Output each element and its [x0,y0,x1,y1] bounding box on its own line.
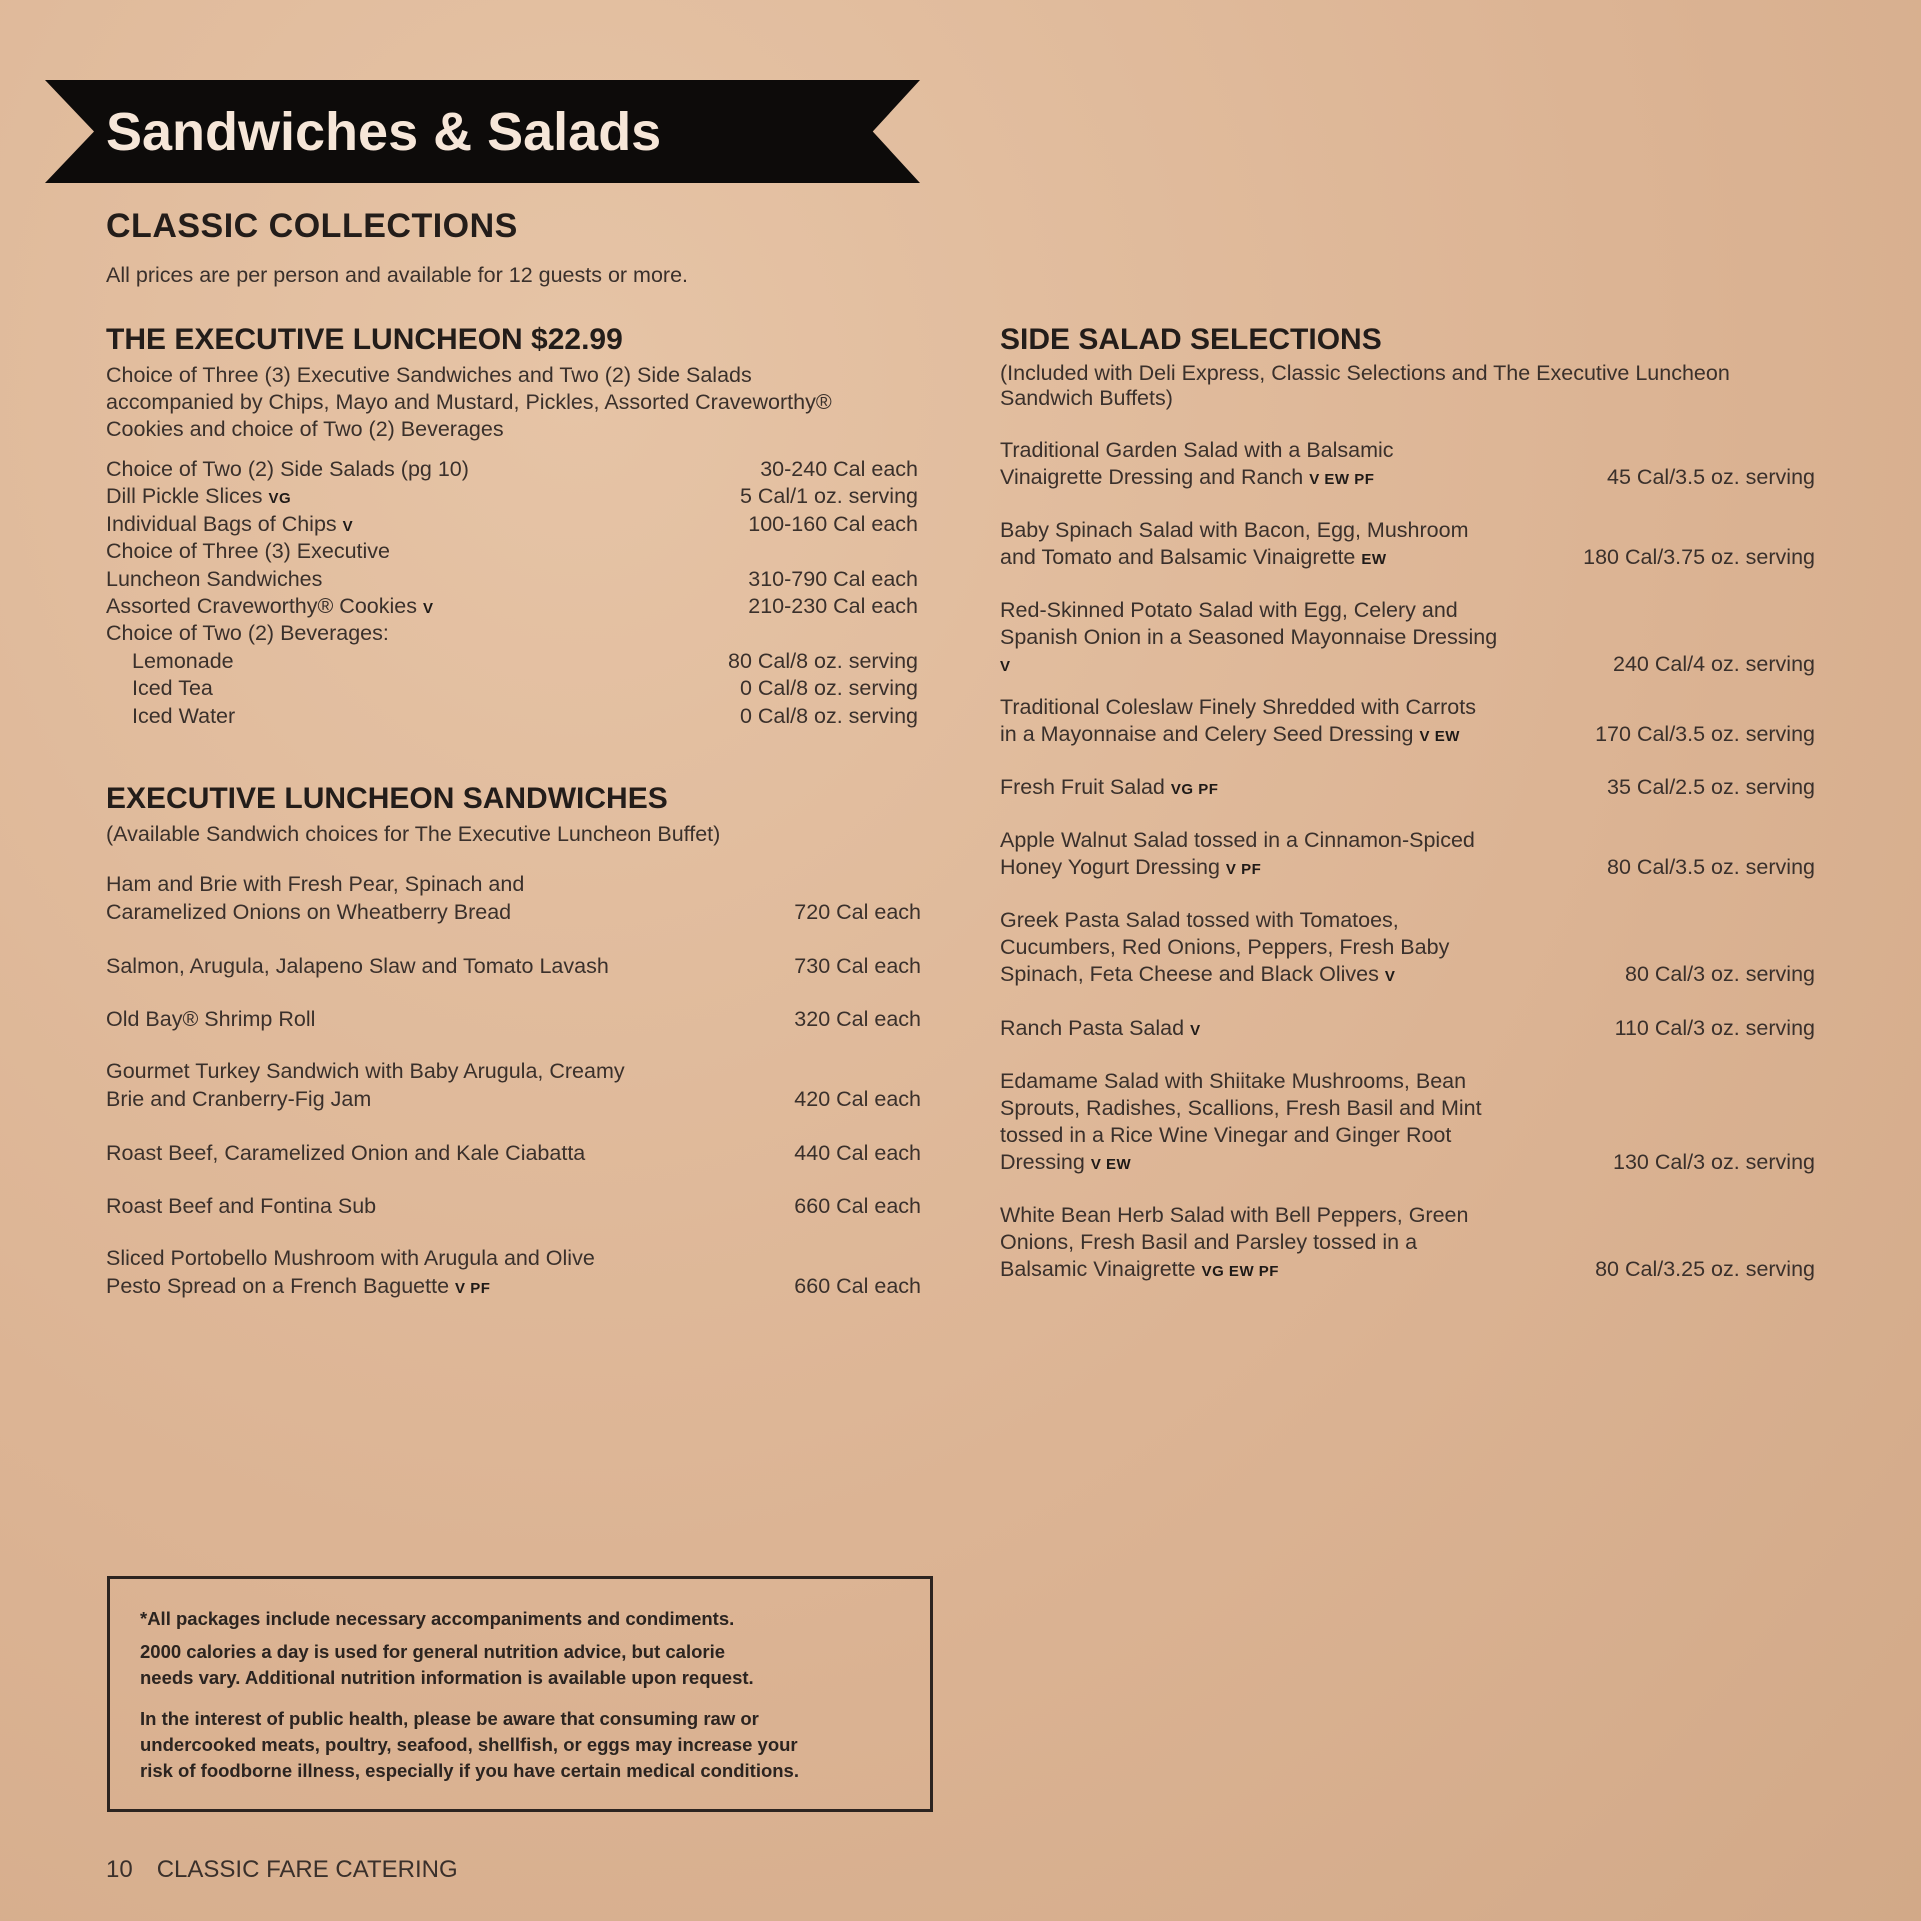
item-line: Traditional Garden Salad with a Balsamic [1000,438,1394,462]
executive-item [106,511,918,538]
item-line: Honey Yogurt Dressing V PF [1000,855,1262,879]
item-line: Roast Beef, Caramelized Onion and Kale Ciabatta [106,1141,586,1165]
executive-item [106,620,918,647]
item-line: Apple Walnut Salad tossed in a Cinnamon-Spiced [1000,828,1475,852]
calorie-info: 240 Cal/4 oz. serving [1613,652,1815,676]
diet-tags: V PF [1225,861,1262,878]
item-line: Roast Beef and Fontina Sub [106,1194,377,1218]
calorie-info: 320 Cal each [794,1007,921,1031]
sandwich-item [106,1140,921,1168]
item-line: Ranch Pasta Salad V [1000,1016,1201,1040]
executive-luncheon-heading: THE EXECUTIVE LUNCHEON $22.99 [106,323,623,356]
executive-item [106,703,918,730]
calorie-info: 660 Cal each [794,1194,921,1218]
side-salad-item [1000,1068,1815,1176]
calorie-info: 80 Cal/8 oz. serving [727,648,918,673]
item-description [106,871,524,926]
calorie-info: 420 Cal each [794,1086,921,1111]
nutrition-notice-box [107,1576,933,1812]
subheading-line: Sandwich Buffets) [1000,386,1173,410]
calorie-info: 210-230 Cal each [748,594,918,618]
executive-item [106,648,918,675]
item-name: Choice of Two (2) Beverages: [106,621,389,646]
item-line: Sliced Portobello Mushroom with Arugula and Olive [106,1246,595,1270]
item-name: Iced Tea [132,676,213,701]
footer-brand: CLASSIC FARE CATERING [156,1856,458,1883]
calorie-info: 310-790 Cal each [748,566,918,591]
diet-tags: VG PF [1170,781,1219,798]
diet-tags: EW [1361,551,1387,568]
notice-paragraph [140,1639,880,1691]
diet-tags: V [1384,968,1396,985]
item-description [1000,1202,1468,1283]
item-line: White Bean Herb Salad with Bell Peppers, Green [1000,1203,1469,1227]
item-line: Salmon, Arugula, Jalapeno Slaw and Tomato Lavash [106,954,609,978]
calorie-info: 180 Cal/3.75 oz. serving [1583,545,1815,569]
calorie-info: 170 Cal/3.5 oz. serving [1595,722,1815,746]
executive-item [106,566,918,593]
side-salad-item [1000,774,1815,801]
notice-line: undercooked meats, poultry, seafood, shellfish, or eggs may increase your [140,1734,798,1755]
item-name: Lemonade [132,648,234,673]
sandwich-item [106,1006,921,1034]
calorie-info: 80 Cal/3 oz. serving [1624,962,1815,986]
item-description [1000,517,1469,571]
side-salad-item [1000,517,1815,571]
item-name: Assorted Craveworthy® Cookies V [106,594,434,618]
item-description [106,1058,625,1113]
sandwich-item [106,1193,921,1221]
item-line: Greek Pasta Salad tossed with Tomatoes, [1000,908,1399,932]
item-name: Individual Bags of Chips V [106,511,354,536]
diet-tags: V [422,600,434,617]
item-line: Onions, Fresh Basil and Parsley tossed in a [1000,1230,1418,1254]
notice-line: 2000 calories a day is used for general nutrition advice, but calorie [140,1641,726,1662]
page-title: Sandwiches & Salads [106,102,662,162]
side-salads-heading: SIDE SALAD SELECTIONS [1000,323,1382,356]
item-description [1000,1015,1201,1042]
diet-tags: VG [268,490,292,508]
calorie-info: 35 Cal/2.5 oz. serving [1607,775,1815,799]
item-line: Caramelized Onions on Wheatberry Bread [106,899,512,924]
sandwich-item [106,1058,921,1113]
side-salad-item [1000,597,1815,678]
item-line: Baby Spinach Salad with Bacon, Egg, Mushroom [1000,518,1469,542]
item-description [106,953,609,981]
notice-paragraph [140,1706,880,1784]
page-footer [106,1856,458,1884]
subheading-line: (Included with Deli Express, Classic Selections and The Executive Luncheon [1000,361,1730,385]
notice-paragraph [140,1606,880,1632]
item-line: Traditional Coleslaw Finely Shredded with Carrots [1000,695,1476,719]
calorie-info: 0 Cal/8 oz. serving [739,676,918,701]
item-name: Choice of Three (3) Executive [106,539,391,564]
item-line [1000,651,1497,678]
item-name: Dill Pickle Slices VG [106,484,292,509]
item-description [1000,597,1497,678]
executive-luncheon-description [106,362,906,443]
sandwiches-heading: EXECUTIVE LUNCHEON SANDWICHES [106,782,668,815]
item-name: Iced Water [132,703,236,728]
diet-tags: VG EW PF [1201,1263,1279,1280]
pricing-note: All prices are per person and available for 12 guests or more. [106,263,689,287]
item-description [106,1006,315,1034]
executive-item [106,483,918,510]
item-line: Dressing V EW [1000,1150,1132,1174]
item-line: Balsamic Vinaigrette VG EW PF [1000,1257,1279,1281]
item-line: Ham and Brie with Fresh Pear, Spinach and [106,872,525,896]
notice-line: In the interest of public health, please be aware that consuming raw or [140,1708,759,1729]
item-description [106,1193,376,1221]
side-salad-item [1000,1202,1815,1283]
sandwich-item [106,1245,921,1300]
executive-item [106,593,918,620]
sandwich-item [106,871,921,926]
calorie-info: 110 Cal/3 oz. serving [1614,1016,1815,1040]
item-line: tossed in a Rice Wine Vinegar and Ginger Root [1000,1123,1452,1147]
calorie-info: 80 Cal/3.25 oz. serving [1595,1257,1815,1281]
item-line: Cucumbers, Red Onions, Peppers, Fresh Baby [1000,935,1450,959]
description-line: accompanied by Chips, Mayo and Mustard, Pickles, Assorted Craveworthy® [106,390,832,414]
calorie-info: 720 Cal each [794,899,921,924]
item-line: Old Bay® Shrimp Roll [106,1007,316,1031]
diet-tags: V [1000,658,1011,675]
sandwiches-subheading: (Available Sandwich choices for The Executive Luncheon Buffet) [106,822,721,846]
sandwich-item [106,953,921,981]
calorie-info: 30-240 Cal each [760,457,918,481]
classic-collections-heading: CLASSIC COLLECTIONS [106,207,518,245]
item-description [1000,827,1475,881]
item-line: Fresh Fruit Salad VG PF [1000,775,1219,799]
notice-line: *All packages include necessary accompaniments and condiments. [140,1608,735,1629]
executive-item [106,538,918,565]
page-number: 10 [106,1856,133,1883]
item-line: and Tomato and Balsamic Vinaigrette EW [1000,545,1387,569]
diet-tags: V EW PF [1309,471,1375,488]
side-salad-item [1000,437,1815,491]
notice-line: risk of foodborne illness, especially if you have certain medical conditions. [140,1760,799,1781]
calorie-info: 130 Cal/3 oz. serving [1613,1150,1815,1174]
calorie-info: 660 Cal each [794,1273,921,1298]
diet-tags: V EW [1419,728,1460,745]
side-salad-item [1000,907,1815,988]
item-line: Vinaigrette Dressing and Ranch V EW PF [1000,465,1375,489]
item-description [1000,437,1394,491]
executive-item [106,675,918,702]
item-description [1000,907,1449,988]
executive-item [106,456,918,483]
diet-tags: V [342,517,354,535]
calorie-info: 80 Cal/3.5 oz. serving [1607,855,1815,879]
item-line: Sprouts, Radishes, Scallions, Fresh Basil and Mint [1000,1096,1482,1120]
item-line: Spanish Onion in a Seasoned Mayonnaise Dressing [1000,625,1498,649]
side-salad-item [1000,827,1815,881]
diet-tags: V EW [1090,1156,1132,1173]
item-description [106,1245,595,1300]
side-salad-item [1000,1015,1815,1042]
item-line: Spinach, Feta Cheese and Black Olives V [1000,962,1396,986]
calorie-info: 0 Cal/8 oz. serving [739,703,918,728]
notice-line: needs vary. Additional nutrition information is available upon request. [140,1667,754,1688]
diet-tags: V PF [455,1279,491,1297]
calorie-info: 5 Cal/1 oz. serving [739,484,918,509]
item-line: Edamame Salad with Shiitake Mushrooms, Bean [1000,1069,1467,1093]
side-salad-item [1000,694,1815,748]
calorie-info: 45 Cal/3.5 oz. serving [1607,465,1815,489]
calorie-info: 100-160 Cal each [748,511,918,536]
diet-tags: V [1190,1022,1201,1039]
side-salads-subheading [1000,361,1820,411]
item-line: Red-Skinned Potato Salad with Egg, Celery and [1000,598,1458,622]
item-line: Brie and Cranberry-Fig Jam [106,1086,372,1111]
item-description [106,1140,585,1168]
item-description [1000,1068,1482,1176]
item-name: Luncheon Sandwiches [106,566,323,591]
item-line: Gourmet Turkey Sandwich with Baby Arugula, Creamy [106,1059,625,1083]
item-line: in a Mayonnaise and Celery Seed Dressing V EW [1000,722,1460,746]
item-description [1000,774,1218,801]
item-name: Choice of Two (2) Side Salads (pg 10) [106,457,469,481]
calorie-info: 440 Cal each [794,1141,921,1165]
item-description [1000,694,1476,748]
item-line: Pesto Spread on a French Baguette V PF [106,1273,491,1298]
description-line: Cookies and choice of Two (2) Beverages [106,417,504,441]
description-line: Choice of Three (3) Executive Sandwiches and Two (2) Side Salads [106,363,752,387]
calorie-info: 730 Cal each [794,954,921,978]
